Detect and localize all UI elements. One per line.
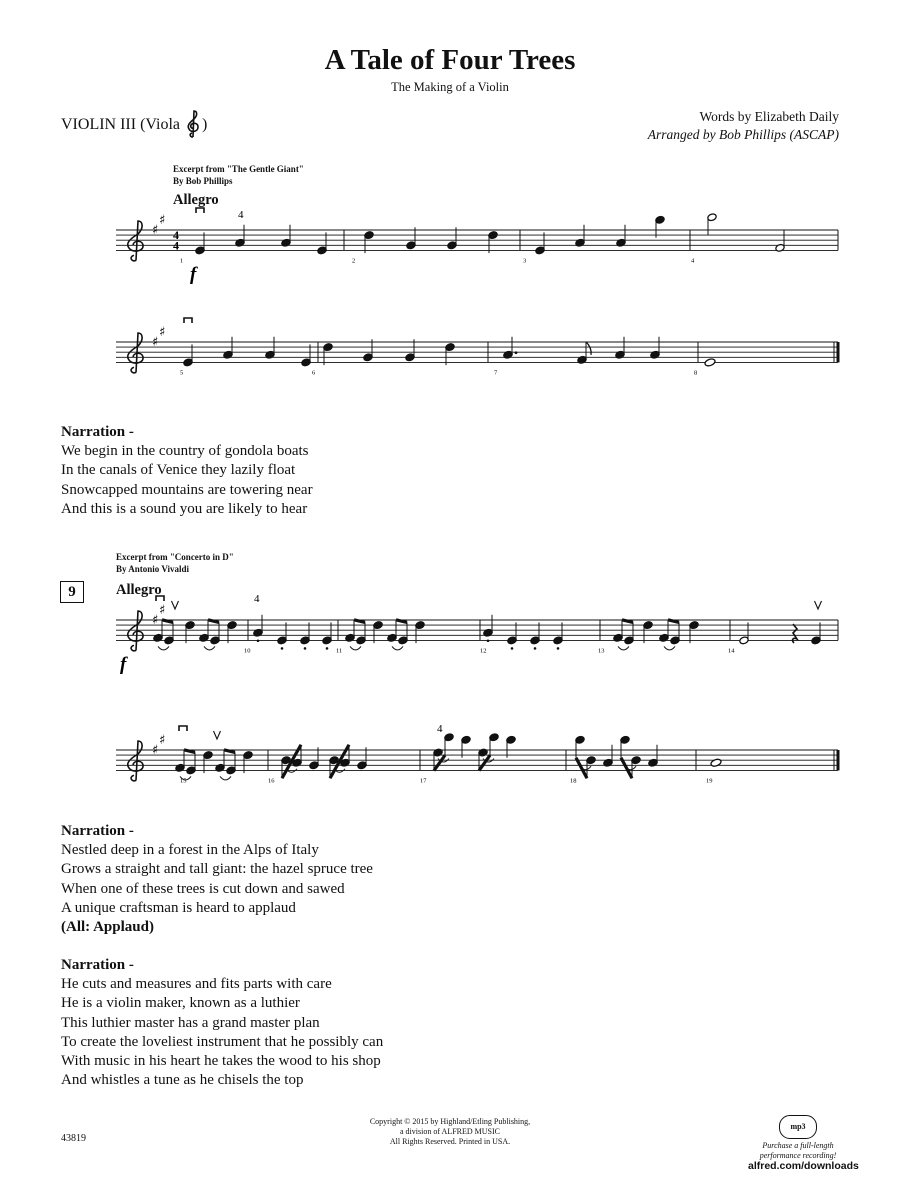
slur xyxy=(204,646,215,650)
excerpt-source xyxy=(173,163,304,187)
purchase-line: performance recording! xyxy=(759,1151,837,1160)
rehearsal-mark: 9 xyxy=(60,581,84,603)
slur xyxy=(664,646,675,650)
tempo-marking: Allegro xyxy=(173,192,219,208)
narration-cue: (All: Applaud) xyxy=(61,919,154,936)
measure-number: 12 xyxy=(480,647,487,655)
page-subtitle: The Making of a Violin xyxy=(391,80,509,94)
dynamic-marking: f xyxy=(120,654,127,675)
mp3-icon: mp3 xyxy=(779,1115,817,1139)
down-bow-icon xyxy=(156,596,164,601)
narration-line: He is a violin maker, known as a luthier xyxy=(61,995,300,1012)
catalog-number: 43819 xyxy=(61,1133,86,1144)
mp3-promo[interactable] xyxy=(748,1115,859,1172)
music-system-3 xyxy=(0,590,900,690)
measure-number: 17 xyxy=(420,777,427,785)
copyright-notice xyxy=(300,1117,600,1147)
note-beam xyxy=(434,755,445,770)
treble-clef-icon xyxy=(184,109,202,139)
part-name xyxy=(61,109,207,139)
measure-number: 15 xyxy=(180,777,187,785)
sharp-icon: ♯ xyxy=(152,613,159,628)
copyright-line: a division of ALFRED MUSIC xyxy=(399,1127,500,1136)
up-bow-icon xyxy=(214,731,221,739)
time-signature: 4 xyxy=(173,228,179,242)
narration-line: To create the loveliest instrument that he possibly can xyxy=(61,1033,384,1050)
staccato-dot xyxy=(304,647,307,650)
measure-number: 16 xyxy=(268,777,275,785)
sharp-icon: ♯ xyxy=(159,212,166,228)
slur xyxy=(350,646,361,650)
narration-line: We begin in the country of gondola boats xyxy=(61,443,309,460)
slur xyxy=(220,776,231,780)
narration-line: Snowcapped mountains are towering near xyxy=(61,481,313,498)
narration-line: A unique craftsman is heard to applaud xyxy=(61,899,296,916)
narration-heading: Narration - xyxy=(61,424,134,440)
narration-line: He cuts and measures and fits parts with care xyxy=(61,976,332,993)
part-label: VIOLIN III (Viola xyxy=(61,116,180,133)
tempo-marking: Allegro xyxy=(116,582,162,598)
music-system-2 xyxy=(0,322,900,382)
measure-number: 3 xyxy=(523,257,527,265)
note-head xyxy=(704,358,716,367)
sharp-icon: ♯ xyxy=(152,223,159,238)
excerpt-title: Excerpt from "Concerto in D" xyxy=(116,552,234,562)
up-bow-icon xyxy=(172,601,179,609)
excerpt-composer: By Bob Phillips xyxy=(173,176,233,186)
measure-number: 11 xyxy=(336,647,343,655)
narration-line: Nestled deep in a forest in the Alps of Italy xyxy=(61,842,319,859)
sharp-icon: ♯ xyxy=(159,732,166,748)
staccato-dot xyxy=(487,639,490,642)
staccato-dot xyxy=(511,647,514,650)
narration-3 xyxy=(61,956,383,1090)
narration-line: And this is a sound you are likely to hear xyxy=(61,500,308,517)
narration-line: With music in his heart he takes the wood to his shop xyxy=(61,1053,381,1070)
slur xyxy=(618,646,629,650)
measure-number: 4 xyxy=(691,257,695,265)
note-head xyxy=(710,758,722,767)
copyright-line: Copyright © 2015 by Highland/Etling Publishing, xyxy=(369,1117,531,1126)
note-beam xyxy=(479,755,490,770)
excerpt-source xyxy=(116,551,234,575)
arranged-by: Arranged by Bob Phillips (ASCAP) xyxy=(647,127,839,142)
sharp-icon: ♯ xyxy=(159,602,166,618)
copyright-line: All Rights Reserved. Printed in USA. xyxy=(389,1137,511,1146)
sharp-icon: ♯ xyxy=(152,335,159,350)
measure-number: 14 xyxy=(728,647,735,655)
words-by: Words by Elizabeth Daily xyxy=(699,109,839,124)
download-link[interactable]: alfred.com/downloads xyxy=(748,1160,859,1172)
music-system-1 xyxy=(0,200,900,290)
treble-clef-icon xyxy=(128,333,143,373)
narration-line: Grows a straight and tall giant: the hazel spruce tree xyxy=(61,861,373,878)
down-bow-icon xyxy=(184,318,192,323)
fingering: 4 xyxy=(437,723,443,735)
measure-number: 10 xyxy=(244,647,251,655)
narration-1 xyxy=(61,423,313,519)
measure-number: 1 xyxy=(180,257,184,265)
measure-number: 19 xyxy=(706,777,713,785)
dynamic-marking: f xyxy=(190,264,197,285)
measure-number: 6 xyxy=(312,369,316,377)
down-bow-icon xyxy=(179,726,187,731)
slur xyxy=(158,646,169,650)
staccato-dot xyxy=(281,647,284,650)
measure-number: 18 xyxy=(570,777,577,785)
narration-line: In the canals of Venice they lazily float xyxy=(61,462,296,479)
note-flag xyxy=(586,342,591,355)
narration-line: When one of these trees is cut down and sawed xyxy=(61,880,345,897)
time-signature: 4 xyxy=(173,238,179,253)
narration-heading: Narration - xyxy=(61,823,134,839)
staccato-dot xyxy=(557,647,560,650)
measure-number: 8 xyxy=(694,369,698,377)
purchase-line: Purchase a full-length xyxy=(762,1141,834,1150)
staccato-dot xyxy=(257,639,260,642)
sharp-icon: ♯ xyxy=(152,743,159,758)
narration-line: This luthier master has a grand master plan xyxy=(61,1014,320,1031)
treble-clef-icon xyxy=(128,611,143,651)
note-dot xyxy=(515,351,518,354)
narration-line: And whistles a tune as he chisels the top xyxy=(61,1072,304,1089)
measure-number: 13 xyxy=(598,647,605,655)
sharp-icon: ♯ xyxy=(159,324,166,340)
music-system-4 xyxy=(0,720,900,790)
page-title: A Tale of Four Trees xyxy=(324,44,576,76)
excerpt-title: Excerpt from "The Gentle Giant" xyxy=(173,164,304,174)
staccato-dot xyxy=(534,647,537,650)
measure-number: 2 xyxy=(352,257,356,265)
measure-number: 5 xyxy=(180,369,184,377)
narration-heading: Narration - xyxy=(61,957,134,973)
excerpt-composer: By Antonio Vivaldi xyxy=(116,564,190,574)
up-bow-icon xyxy=(815,601,822,609)
fingering: 4 xyxy=(254,593,260,605)
down-bow-icon xyxy=(196,208,204,213)
fingering: 4 xyxy=(238,209,244,221)
staccato-dot xyxy=(326,647,329,650)
treble-clef-icon xyxy=(128,221,143,261)
narration-2 xyxy=(61,822,373,937)
measure-number: 7 xyxy=(494,369,498,377)
part-paren: ) xyxy=(202,116,208,133)
treble-clef-icon xyxy=(128,741,143,781)
slur xyxy=(392,646,403,650)
